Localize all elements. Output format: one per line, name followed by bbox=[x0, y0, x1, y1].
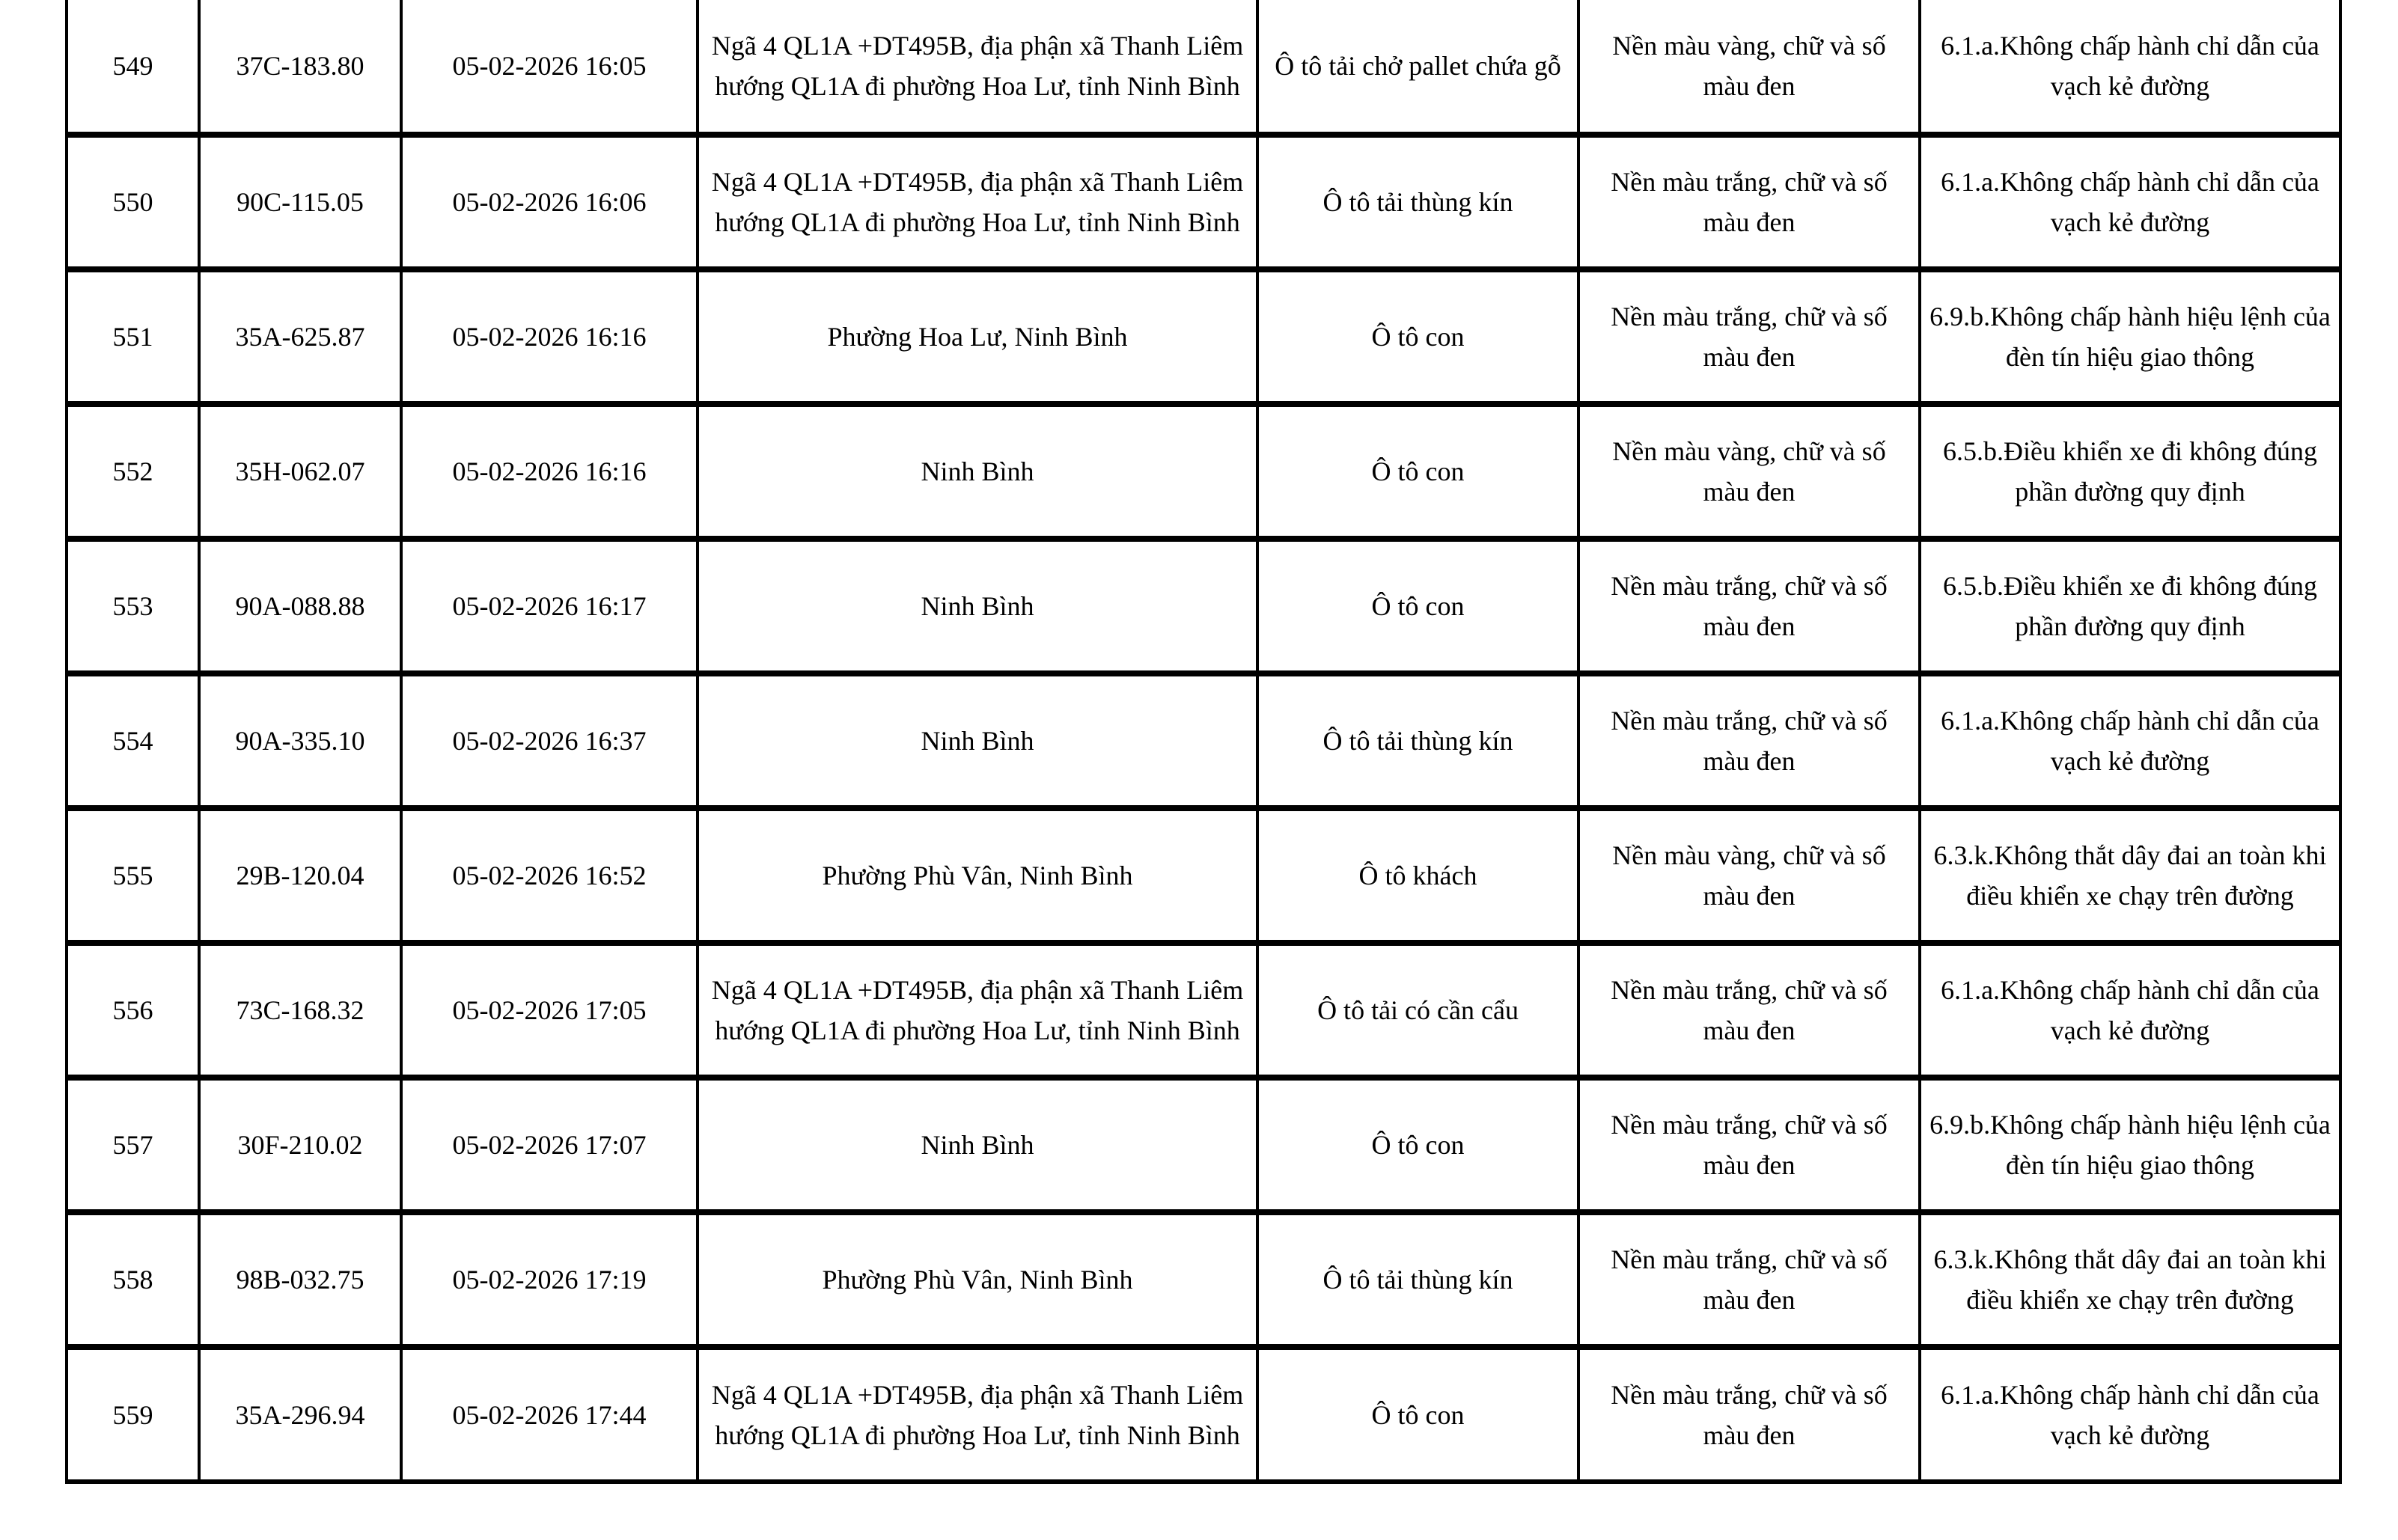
cell-violation-datetime: 05-02-2026 17:44 bbox=[401, 1347, 698, 1482]
cell-violation-datetime: 05-02-2026 17:05 bbox=[401, 943, 698, 1078]
cell-vehicle-type: Ô tô con bbox=[1257, 404, 1578, 539]
cell-violation-code: 6.1.a.Không chấp hành chỉ dẫn của vạch kẻ đường bbox=[1920, 673, 2340, 808]
cell-location: Ngã 4 QL1A +DT495B, địa phận xã Thanh Liêm hướng QL1A đi phường Hoa Lư, tỉnh Ninh Bình bbox=[698, 1347, 1257, 1482]
cell-vehicle-type: Ô tô khách bbox=[1257, 808, 1578, 943]
cell-license-plate: 73C-168.32 bbox=[199, 943, 401, 1078]
cell-violation-datetime: 05-02-2026 17:07 bbox=[401, 1078, 698, 1212]
cell-license-plate: 90A-335.10 bbox=[199, 673, 401, 808]
cell-violation-code: 6.1.a.Không chấp hành chỉ dẫn của vạch kẻ đường bbox=[1920, 1347, 2340, 1482]
cell-location: Phường Hoa Lư, Ninh Bình bbox=[698, 269, 1257, 404]
cell-plate-style: Nền màu vàng, chữ và số màu đen bbox=[1578, 0, 1920, 135]
cell-violation-code: 6.3.k.Không thắt dây đai an toàn khi điều khiển xe chạy trên đường bbox=[1920, 1212, 2340, 1347]
cell-vehicle-type: Ô tô tải thùng kín bbox=[1257, 673, 1578, 808]
cell-row-number: 556 bbox=[67, 943, 199, 1078]
cell-license-plate: 35A-625.87 bbox=[199, 269, 401, 404]
table-row bbox=[67, 1347, 2340, 1482]
cell-location: Ninh Bình bbox=[698, 1078, 1257, 1212]
cell-location: Ngã 4 QL1A +DT495B, địa phận xã Thanh Liêm hướng QL1A đi phường Hoa Lư, tỉnh Ninh Bình bbox=[698, 943, 1257, 1078]
cell-row-number: 550 bbox=[67, 135, 199, 269]
table-row bbox=[67, 1212, 2340, 1347]
violation-table bbox=[65, 0, 2342, 1484]
cell-violation-code: 6.3.k.Không thắt dây đai an toàn khi điều khiển xe chạy trên đường bbox=[1920, 808, 2340, 943]
cell-violation-datetime: 05-02-2026 16:52 bbox=[401, 808, 698, 943]
cell-plate-style: Nền màu trắng, chữ và số màu đen bbox=[1578, 539, 1920, 673]
cell-plate-style: Nền màu trắng, chữ và số màu đen bbox=[1578, 135, 1920, 269]
cell-vehicle-type: Ô tô tải thùng kín bbox=[1257, 135, 1578, 269]
cell-violation-code: 6.1.a.Không chấp hành chỉ dẫn của vạch kẻ đường bbox=[1920, 135, 2340, 269]
cell-violation-datetime: 05-02-2026 16:17 bbox=[401, 539, 698, 673]
cell-vehicle-type: Ô tô tải thùng kín bbox=[1257, 1212, 1578, 1347]
cell-vehicle-type: Ô tô con bbox=[1257, 539, 1578, 673]
cell-violation-datetime: 05-02-2026 17:19 bbox=[401, 1212, 698, 1347]
cell-violation-datetime: 05-02-2026 16:16 bbox=[401, 269, 698, 404]
cell-plate-style: Nền màu trắng, chữ và số màu đen bbox=[1578, 673, 1920, 808]
cell-violation-code: 6.1.a.Không chấp hành chỉ dẫn của vạch kẻ đường bbox=[1920, 943, 2340, 1078]
cell-row-number: 557 bbox=[67, 1078, 199, 1212]
table-row bbox=[67, 1078, 2340, 1212]
cell-location: Ngã 4 QL1A +DT495B, địa phận xã Thanh Liêm hướng QL1A đi phường Hoa Lư, tỉnh Ninh Bình bbox=[698, 135, 1257, 269]
table-row bbox=[67, 808, 2340, 943]
cell-row-number: 558 bbox=[67, 1212, 199, 1347]
cell-row-number: 553 bbox=[67, 539, 199, 673]
cell-violation-code: 6.5.b.Điều khiển xe đi không đúng phần đường quy định bbox=[1920, 539, 2340, 673]
cell-row-number: 549 bbox=[67, 0, 199, 135]
cell-violation-datetime: 05-02-2026 16:05 bbox=[401, 0, 698, 135]
table-row bbox=[67, 269, 2340, 404]
violation-table-body bbox=[67, 0, 2340, 1482]
cell-location: Ninh Bình bbox=[698, 539, 1257, 673]
cell-plate-style: Nền màu vàng, chữ và số màu đen bbox=[1578, 808, 1920, 943]
cell-row-number: 554 bbox=[67, 673, 199, 808]
cell-location: Ngã 4 QL1A +DT495B, địa phận xã Thanh Liêm hướng QL1A đi phường Hoa Lư, tỉnh Ninh Bình bbox=[698, 0, 1257, 135]
cell-violation-code: 6.9.b.Không chấp hành hiệu lệnh của đèn tín hiệu giao thông bbox=[1920, 1078, 2340, 1212]
cell-location: Ninh Bình bbox=[698, 673, 1257, 808]
cell-location: Ninh Bình bbox=[698, 404, 1257, 539]
cell-license-plate: 98B-032.75 bbox=[199, 1212, 401, 1347]
cell-vehicle-type: Ô tô con bbox=[1257, 1347, 1578, 1482]
cell-plate-style: Nền màu trắng, chữ và số màu đen bbox=[1578, 1212, 1920, 1347]
cell-plate-style: Nền màu vàng, chữ và số màu đen bbox=[1578, 404, 1920, 539]
table-row bbox=[67, 539, 2340, 673]
cell-plate-style: Nền màu trắng, chữ và số màu đen bbox=[1578, 1078, 1920, 1212]
cell-row-number: 555 bbox=[67, 808, 199, 943]
cell-plate-style: Nền màu trắng, chữ và số màu đen bbox=[1578, 269, 1920, 404]
table-row bbox=[67, 673, 2340, 808]
cell-license-plate: 37C-183.80 bbox=[199, 0, 401, 135]
cell-vehicle-type: Ô tô con bbox=[1257, 1078, 1578, 1212]
cell-license-plate: 35A-296.94 bbox=[199, 1347, 401, 1482]
cell-violation-code: 6.9.b.Không chấp hành hiệu lệnh của đèn tín hiệu giao thông bbox=[1920, 269, 2340, 404]
table-row bbox=[67, 404, 2340, 539]
table-row bbox=[67, 943, 2340, 1078]
cell-vehicle-type: Ô tô tải chở pallet chứa gỗ bbox=[1257, 0, 1578, 135]
cell-location: Phường Phù Vân, Ninh Bình bbox=[698, 1212, 1257, 1347]
cell-violation-code: 6.1.a.Không chấp hành chỉ dẫn của vạch kẻ đường bbox=[1920, 0, 2340, 135]
cell-license-plate: 90C-115.05 bbox=[199, 135, 401, 269]
cell-violation-code: 6.5.b.Điều khiển xe đi không đúng phần đường quy định bbox=[1920, 404, 2340, 539]
cell-license-plate: 29B-120.04 bbox=[199, 808, 401, 943]
cell-plate-style: Nền màu trắng, chữ và số màu đen bbox=[1578, 1347, 1920, 1482]
cell-license-plate: 30F-210.02 bbox=[199, 1078, 401, 1212]
cell-license-plate: 90A-088.88 bbox=[199, 539, 401, 673]
cell-violation-datetime: 05-02-2026 16:16 bbox=[401, 404, 698, 539]
table-row bbox=[67, 0, 2340, 135]
cell-violation-datetime: 05-02-2026 16:06 bbox=[401, 135, 698, 269]
cell-vehicle-type: Ô tô tải có cần cẩu bbox=[1257, 943, 1578, 1078]
cell-vehicle-type: Ô tô con bbox=[1257, 269, 1578, 404]
cell-row-number: 551 bbox=[67, 269, 199, 404]
cell-row-number: 552 bbox=[67, 404, 199, 539]
table-row bbox=[67, 135, 2340, 269]
cell-plate-style: Nền màu trắng, chữ và số màu đen bbox=[1578, 943, 1920, 1078]
cell-license-plate: 35H-062.07 bbox=[199, 404, 401, 539]
cell-violation-datetime: 05-02-2026 16:37 bbox=[401, 673, 698, 808]
cell-row-number: 559 bbox=[67, 1347, 199, 1482]
cell-location: Phường Phù Vân, Ninh Bình bbox=[698, 808, 1257, 943]
